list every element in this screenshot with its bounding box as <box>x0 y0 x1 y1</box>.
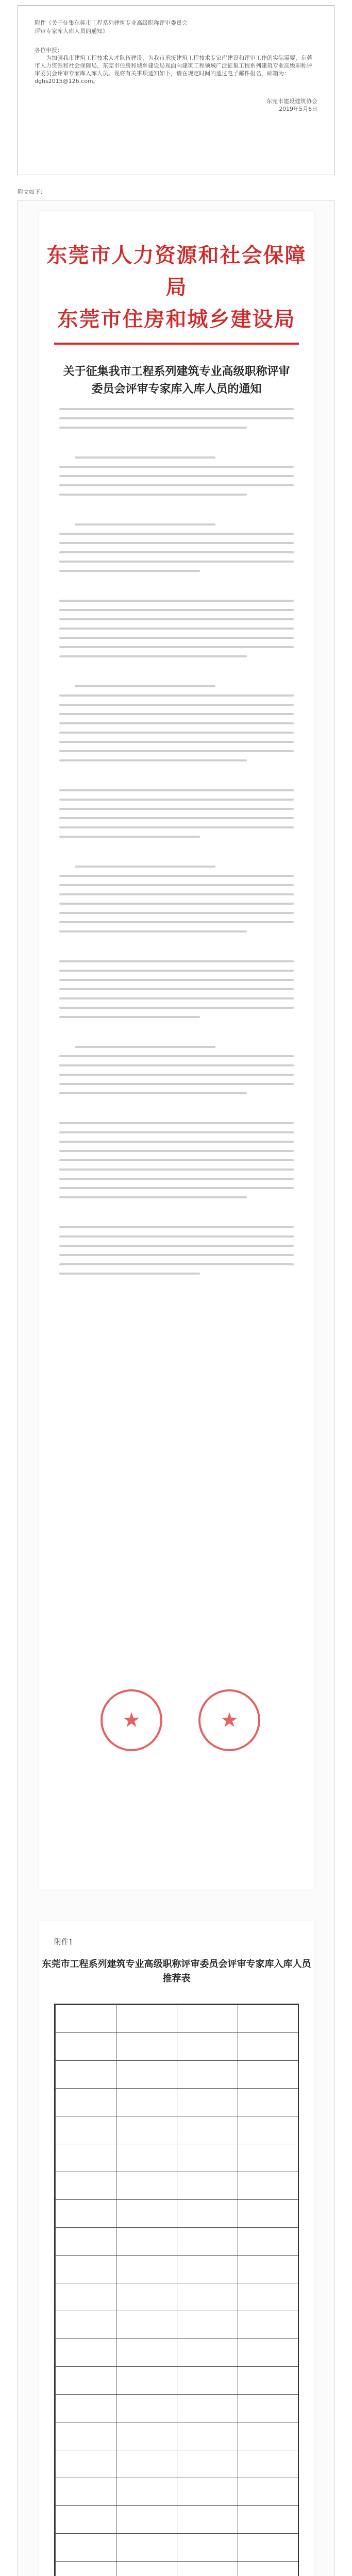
notice-box <box>18 5 334 175</box>
attachment-label: 附文如下： <box>18 189 46 195</box>
red-divider <box>54 343 299 345</box>
org-title-2: 东莞市住房和城乡建设局 <box>57 307 296 331</box>
form-title: 东莞市工程系列建筑专业高级职称评审委员会评审专家库入库人员推荐表 <box>42 1959 311 1984</box>
document-body-text <box>59 408 294 1275</box>
org-title-1: 东莞市人力资源和社会保障局 <box>46 243 307 299</box>
recommendation-form-grid <box>54 2004 299 2576</box>
notice-signature: 东莞市建设建筑协会 <box>266 98 317 105</box>
official-seal-icon: ★ <box>100 1689 162 1751</box>
notice-title-line1: 附件《关于征集东莞市工程系列建筑专业高级职称评审委员会 <box>35 20 188 26</box>
official-seal-icon-2: ★ <box>198 1689 260 1751</box>
document-page-1 <box>39 211 314 1890</box>
notice-title-line2: 评审专家库入库人员的通知》 <box>35 28 108 35</box>
form-attachment-label: 附件1 <box>54 1938 73 1946</box>
notice-body: 为加强我市建筑工程技术人才队伍建设，为我市承接建筑工程技术专家库建设和评审工作的实际需要，东莞市人力资源和社会保障局，东莞市住房和城乡建设局现面向建筑工程领域广泛征集工程系列建筑专业高级职称评审委员会评审专家库入库人员。现将有关事项通知如下，请在规定时间内通过电子邮件报名，邮箱为：dghs2015@126.com。 <box>35 55 312 84</box>
notice-date: 2019年5月6日 <box>279 106 317 112</box>
notice-greeting: 各位申报： <box>35 47 63 54</box>
scanned-document <box>18 200 334 2576</box>
document-page-2 <box>39 1921 314 2576</box>
document-heading: 关于征集我市工程系列建筑专业高级职称评审委员会评审专家库入库人员的通知 <box>63 365 290 396</box>
